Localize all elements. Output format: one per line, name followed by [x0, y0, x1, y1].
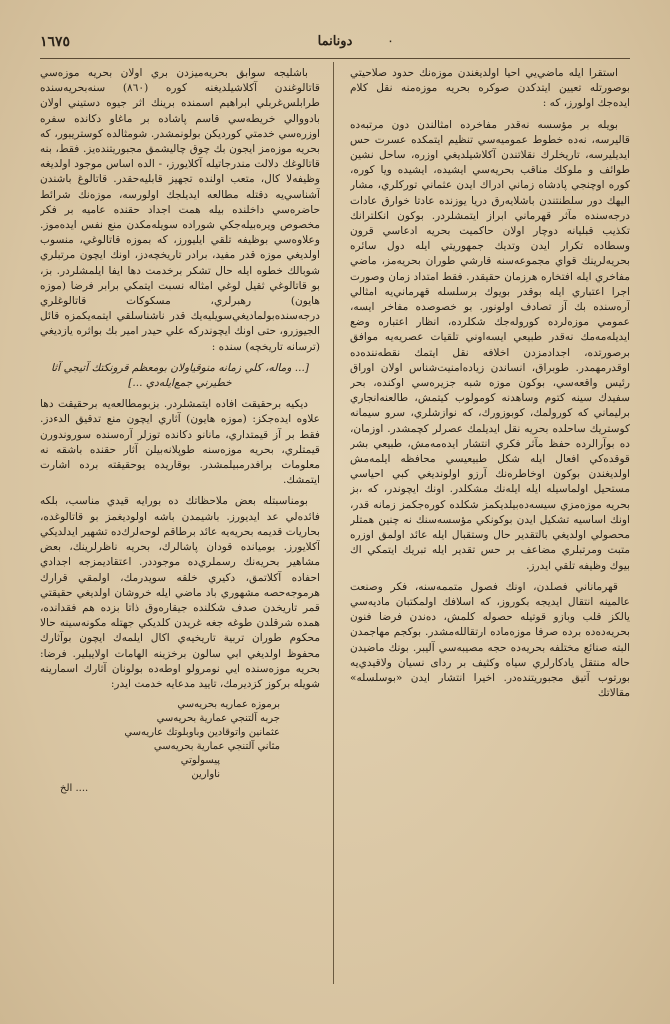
- list-item: عثمانين واتوقادين وباوبلوتك عاريه‌سي: [124, 727, 280, 739]
- header-mark: ٠: [387, 34, 394, 49]
- paragraph: استقرا ايله ماضي‌يي احيا اولديغندن موزه‌نك حدود صلاحيتي بوصورتله تعيين ايتدكدن صوكره بحريه موزه‌منه نقل كلام ايده‌جك اولورز، كه :: [350, 67, 630, 110]
- list-item: پيسولوتي: [180, 755, 220, 767]
- paragraph: ديكيه برحقيقت افاده ايتمشلردر. بزبومطالعه‌يه برحقيقت دها علاوه ايده‌جكز: (موزه هايون) آثاري ايچون منع تدقيق الدءدز. فقط بر آز قيمتداري، مانانو دكانده توزلر آره‌سنده سوروندورن قيمتلري، بحريه موزه‌سنه طوپلانه‌بيلن آثار حقنده باشقه نه معلومات برافدرمبيلمشدر. بوقاريده يوحقيقته برده اشارت ايتمشك.: [40, 398, 320, 487]
- exhibit-list: [40, 698, 320, 796]
- paragraph: بومناسبتله بعض ملاحظاتك ده بورايه قيدي مناسب، بلكه فائده‌لي عد ايديورز. باشيمدن باشه اولوديغمز بو قاتالوغده، بحاريات قديمه بحريه‌يه عائد برطاقم لوحه‌لرك‌ده تشهير ايدلديكي آكلايورز. بوميانده قودان پاشالرك، بحريه ناظرلرينك، بعض مشاهير بحريه‌نك رسملري‌ده موجوددر. اعتقاديمزجه اجدادي احفاده آكلاتمق، دكيري خلقه سويدرمك، اولمقي قرارك هرموجه‌حصه مشهوري باد ماضي ايله خروشان اولديغي حقيقتي قمر تاريخدن صدف شكلنده جيقاره‌وق ذاتا بزده‌ هم فقدانده، همده‌ شرقلدن طوغه جغه غريدن كلديكي جهتله مكونه‌سينه حالا محكوم طوران تربية تاريخيه‌ي اكال ايلمه‌ك ايچون بوآثارك محفوظ اولديغي ابي سالون برخزينه الهامات اولايبلير. فرضا: بحريه موزه‌سنده ايي نومرولو اوطه‌ده بولونان آثارك اسمارينه شويله بركوز كزديرمك، تاييد مدعايه خدمت ايدر:: [40, 495, 320, 690]
- list-item: برموزه عماريه بحريه‌سي: [177, 699, 280, 711]
- page-number: ١٦٧٥: [40, 34, 71, 50]
- running-title: دونانما: [317, 34, 353, 49]
- list-item: جربه آلتنجي عمارية بحريه‌سي: [156, 713, 280, 725]
- list-item: ناوارين: [191, 769, 220, 781]
- right-column: [350, 66, 630, 984]
- list-etc: الخ ....: [60, 783, 89, 795]
- column-divider: [333, 62, 334, 984]
- header-rule: [40, 58, 630, 59]
- quotation: [... وماله، كلي زمانه منوقياولان بومعظم قرونكتك آتيجي آثا خطيرني جمع‌ايله‌دي ...]: [50, 361, 310, 390]
- paragraph: بويله بر مؤسسه نه‌قدر مفاخرده امثالندن دون مرتبه‌ده قاليرسه، نه‌ده خطوط عموميه‌سي تنظيم ايتمكده عسرت حس ايديليرسه، تاريخلرك نقلاتندن آكلاشيلديغي اوزره، ساحل نشين طوائف و ملوكك مناقب بحريه‌سي ايشيده، ايشيده ويا كوره، كوره اوچنجي پادشاه زماني ادراك ايدن عثماني توركلري، مشار اليهك دور سلطنتندن باشلايه‌رق دريا يوزنده عادتا خوارق عادات درجه‌سنده مآثر قهرماني ابراز ايتمشلردر. بوكون انكلترانك تكذيب قبليانه دوچار اولان حاكميت بحريه ادعاسي قرون وسطاده تكرار ايدن وتديك جمهوريتي ايله دول سائره بحريه‌لرينك قواي مجموعه‌سنه قارشي طوران بحريه‌مز، ماضي مفاخري ايله افتخاره هرزمان حقيقدر. فقط امتداد زمان وصورت اجرا اعتباري ايله بوقدر بويوك برسلسله قهرماني‌يه امثالي آره‌سنده بك آز تصادف اولونور. بو خصوصده مفاخر ايسه، عمومي موزه‌لرده كوروله‌جك شكلرده، انظار اعتباره وضع ايديله‌مه‌مك نه‌قدر طبيعي ايسه‌اوني تلقيات عصريه‌يه موافق برصورتده، اجدادمزدن اخلافه نقل ايتمك نقطه‌ننده‌ده اوقدرمهمدر. طوبراق، انساندن زياده‌امنيت‌شناس اولان اوراق رئيس واقعه‌سي، بوكون موزه شبه جزيره‌سي اوكنده، بحر سفيدك سينه كتوم وساهدنه كومولوب كيتمش، طالعنه‌انجاري برليماني كه كورولمك، كوبوزورك، كه نوازشلري، سرو سيمانه كوستريك ساحلده بحريه نقل ايديلمك عصرلر كچمشدر. اوزمان، ده بوآرالرده حفظ مآثر فكري انتشار ايده‌مه‌مش، طبيعي بشر قوقده‌كي افعال ايله شكل طبيعيسي محافظه ايلمه‌مش اولديغندن بوكون اوخاطره‌نك آرزو اولونديغي كبي احياسي مستحيل اولماسيله ايله ايله‌نك مشكلدر. اونك ايچوندر، كه‌ ،بز بحريه موزه‌مزي سيسه‌ده‌بيلديكمز شكلده كوره‌جكمز زمانه قدر، اونك اساسيه تشكيل ايدن بوكونكي مؤسسه‌سنك نه چنين همتلر محصولي اولديغي بالتقدير حال وستقبال ايله عائد اولمق اوزره متبت ومرتبلري مضاعف بر حس تقدير ايله تبريك ايتمكي اك بيوك وظيفه تلقي ايدرز.: [350, 118, 630, 572]
- paragraph: قهرماناني فصلدن، اونك فصول متممه‌سنه، فكر وصنعت عالمينه انتقال ايديجه بكوروز، كه اسلافك اولمكتبان ماديه‌سي يالكز قلب وبازو قوتيله حصوله كلمش، ده‌ندن فرضا فنون بحريه‌ده‌ده برده صرفا موزه‌ماده ارتقالله‌مشدر. بوكجم مهاجمدن البته‌ صنائع مختلفه بحريه‌ده حجه مصيبه‌سي آليبر. بونك ماضيدن حاله منتقل يادكارلري سياه وكثيف بر رداى نسيان ولاقيدي‌يه بورتوب آتيق مجبوريتنده‌در. اخيرا انتشار ايدن «بوسلسله» مقالاتك: [350, 580, 630, 700]
- left-column: [40, 66, 320, 984]
- list-item: مثاني آلتنجي عمارية بحريه‌سي: [153, 741, 280, 753]
- paragraph: باشليجه سوابق بحريه‌ميزدن بري اولان بحريه موزه‌سي قاتالوغندن آكلاشيلديغنه كوره (٨٦٠) سنه‌بحريه‌سنده طرابلس‌غربلي ابراهيم اسمنده برينك اثر جيوه دستيني اولان بادووالي خريطه‌سي قاسم پاشاده بر ماغاو دكانده سفره اوزره‌سي خدمتي كورديكن بولونمشدر. شومثالده كوستريبور، كه بحريه موزه‌مز ايجون بك چوق چاليشمق مجبوريتنده‌يز. فقط، بنه قاتالوغك دلالت مندرجاتيله آكلايورز، - الده اساس موجود اولديغه وظيفه‌لا كال، متعب اولنده تجهيز قابليه‌حقدر. قاتالوغ باشندن آشناسي‌يه دقتله مطالعه ايديلجك اولورسه، موزه‌نك شرائط حاضره‌سي داخلنده بيله همت اجداد حقنده عاميه بر فكر مخصوص ويره‌بيله‌جكي شوراده سويله‌مكدن منع نفس ايده‌موز. وعلاوه‌سي بوظيفه تلقي ايليورز، كه بموزه قاتالوغي، منسوب اولديغي موزه قدر مفيد، برادر تاريخچه‌دز، اونك ايچون مرتبلري شوبالك خطوه ايله حال تشكر برخدمت دها ايفا ايلمشلردر. بز، بو قاتالوغي ثقيل لوغي امثاله نسبت ايتمكي برابر فرضا (موزه هايون) رهبرلري، مسكوكات قاتالوغلري درجه‌سنده‌بولماديغي‌سويليه‌يك قدر ناشناسلقي ايتمه‌يكمزه قائل الجيوزرو، حتى اونك ايچوندركه علي حيدر امير بك بواثره يازديغي (ترسانه تاريخچه) سنده :: [40, 67, 320, 353]
- page-header: [40, 34, 630, 56]
